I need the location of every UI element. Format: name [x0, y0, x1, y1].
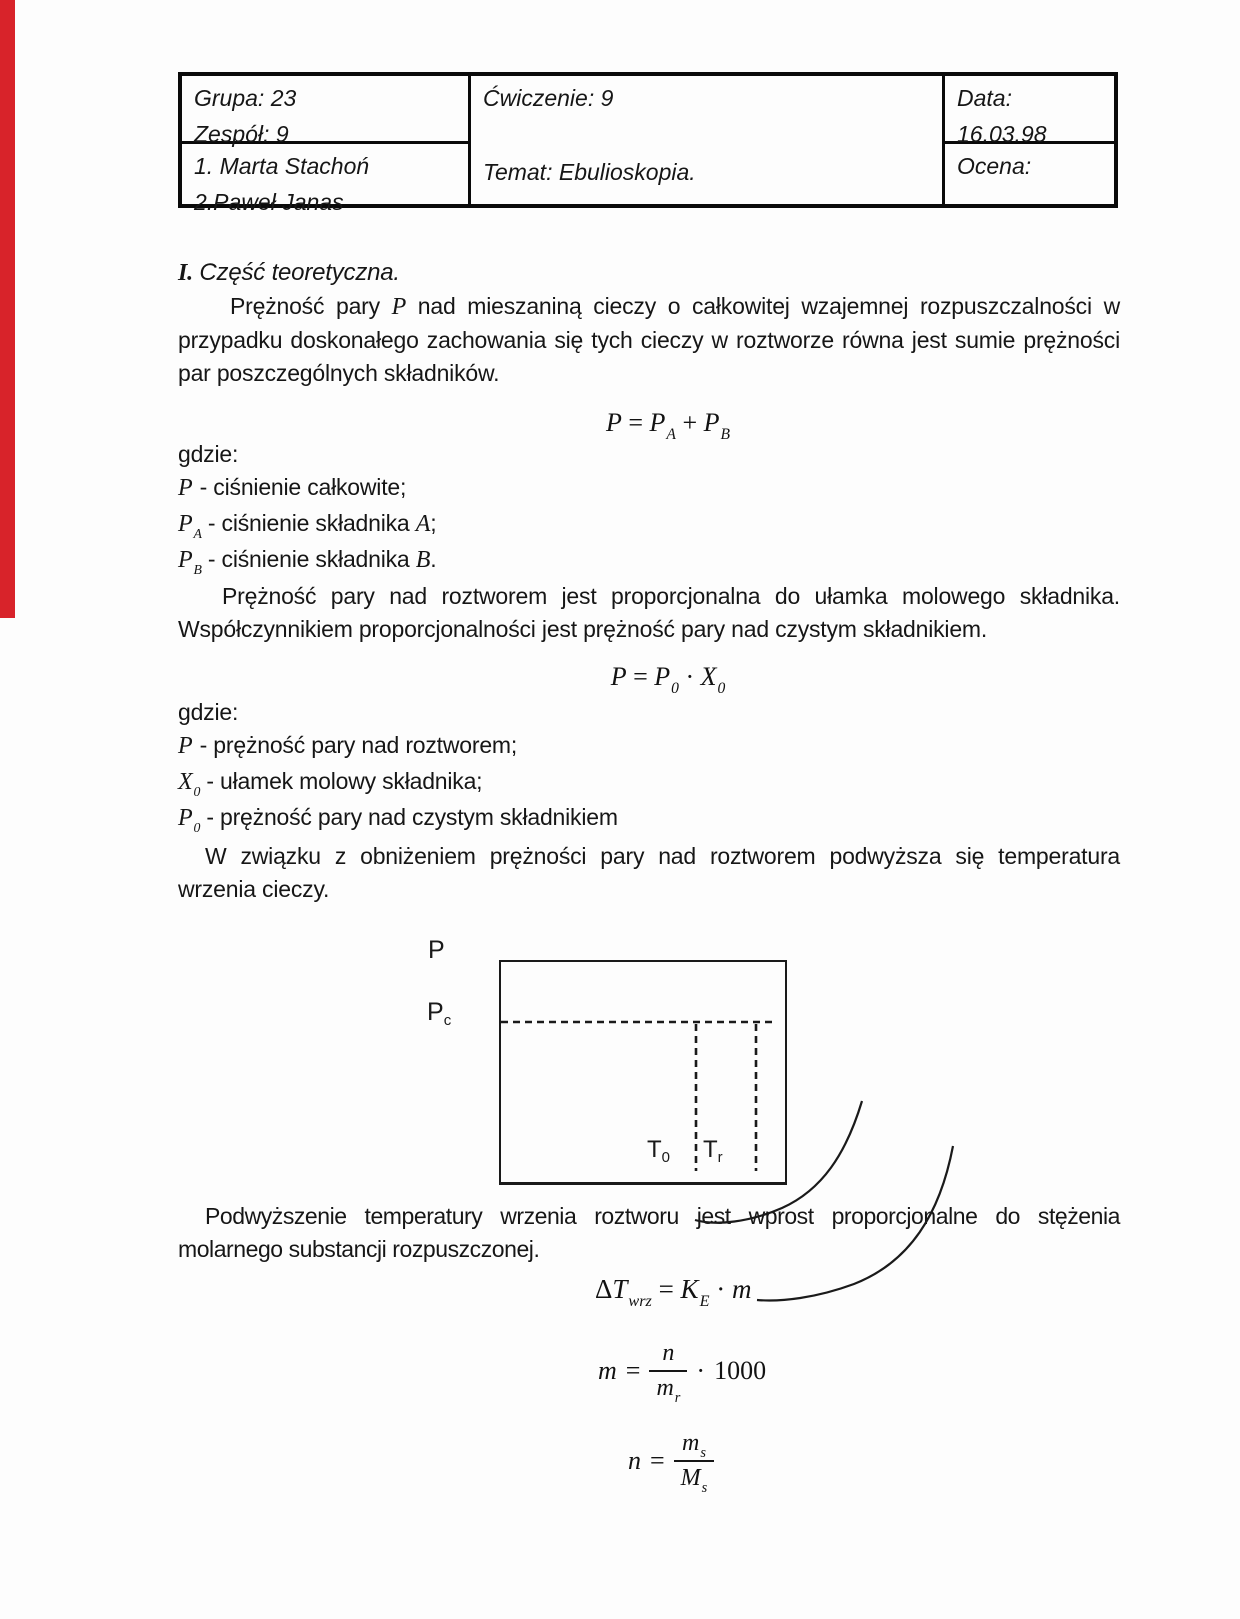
desc: - ciśnienie składnika [201, 546, 416, 572]
cell-members [182, 144, 468, 220]
t0-sub: 0 [661, 1149, 671, 1166]
f1-P: P [605, 408, 622, 437]
f3-m: m [731, 1274, 752, 1304]
f2-P0: P [654, 662, 671, 691]
legend2-item-X0 [178, 765, 1120, 801]
diagram-plot-box [499, 960, 787, 1185]
f3-equals: = [658, 1274, 674, 1304]
section-number: I. [178, 260, 193, 286]
formula-moles [628, 1430, 714, 1497]
diagram-t0-label [647, 1136, 670, 1164]
cell-group-team [182, 76, 468, 147]
f2-equals: = [633, 662, 648, 691]
paragraph-elevation: Podwyższenie temperatury wrzenia roztworu jest wprost proporcjonalne do stężenia molarnego substancji rozpuszczonej. [178, 1203, 1120, 1262]
f1-PB: P [703, 408, 720, 437]
legend1-item-P [178, 471, 1120, 507]
cell-exercise-topic [471, 76, 942, 190]
cell-grade [945, 144, 1114, 204]
sym: X [178, 769, 193, 795]
f5-equals: = [650, 1446, 665, 1475]
f5-numerator [674, 1430, 715, 1460]
legend2-item-P0 [178, 801, 1120, 837]
f4-factor: 1000 [714, 1356, 767, 1385]
paragraph-raoult: Prężność pary nad roztworem jest proporcjonalna do ułamka molowego składnika. Współczynnikiem proporcjonalności jest prężność pary nad czystym składnikiem. [178, 583, 1120, 642]
section-heading [178, 256, 1120, 290]
formula-delta-t [595, 1274, 752, 1311]
f5-num-base: m [682, 1430, 700, 1456]
f1-equals: = [628, 408, 644, 437]
desc: - ciśnienie składnika [201, 510, 416, 536]
f5-den-base: M [680, 1465, 701, 1491]
t0-base: T [647, 1136, 662, 1163]
desc-sym: B [415, 547, 431, 573]
exercise-label: Ćwiczenie: 9 [483, 85, 614, 111]
f3-K: K [680, 1274, 699, 1304]
para1-post: nad mieszaniną cieczy o całkowitej wzajemnej rozpuszczalności w przypadku doskonałego zachowania się tych cieczy w roztworze równa jest sumie prężności par poszczególnych składników. [178, 293, 1120, 386]
legend1-item-PB [178, 543, 1120, 579]
paragraph-boiling-point: W związku z obniżeniem prężności pary nad roztworem podwyższa się temperatura wrzenia cieczy. [178, 843, 1120, 902]
f5-num-sub: s [700, 1445, 706, 1462]
f4-denominator [649, 1370, 687, 1407]
f3-T: T [612, 1274, 628, 1304]
desc-end: ; [430, 510, 437, 536]
sym-sub: B [193, 561, 202, 577]
pc-sub: c [443, 1012, 452, 1029]
desc: - prężność pary nad roztworem; [193, 732, 518, 758]
f1-plus: + [682, 408, 698, 437]
f2-P: P [610, 662, 627, 691]
sym-sub: A [193, 525, 202, 541]
para1-pre: Prężność pary [230, 293, 392, 319]
f2-P0-sub: 0 [671, 679, 679, 697]
member-2: 2.Paweł Janas [194, 189, 344, 215]
sym: P [178, 805, 193, 831]
f2-dot: · [685, 662, 695, 691]
f2-X0-sub: 0 [717, 679, 726, 697]
f5-fraction [674, 1430, 715, 1497]
diagram-tr-label [703, 1136, 723, 1164]
sym-sub: 0 [193, 819, 201, 835]
desc: - ciśnienie całkowite; [193, 474, 407, 500]
f5-n: n [628, 1446, 641, 1475]
sym: P [178, 511, 193, 537]
f3-T-sub: wrz [628, 1292, 652, 1311]
sym: P [178, 547, 193, 573]
legend1-item-PA [178, 507, 1120, 543]
desc-sym: A [415, 511, 431, 537]
header-col-exercise [468, 76, 942, 204]
sym: P [178, 733, 193, 759]
member-1: 1. Marta Stachoń [194, 153, 370, 179]
f5-denominator [674, 1460, 715, 1497]
f4-numerator: n [662, 1340, 675, 1366]
legend1-label: gdzie: [178, 441, 239, 467]
legend2-item-P [178, 729, 1120, 765]
paragraph-vapour-pressure [178, 290, 1120, 390]
group-label: Grupa: 23 [194, 85, 297, 111]
sym: P [178, 475, 193, 501]
team-label: Zespół: 9 [194, 121, 289, 147]
desc: - ułamek molowy składnika; [200, 768, 483, 794]
f3-delta: Δ [595, 1274, 613, 1304]
desc-end: . [430, 546, 437, 572]
tr-base: T [703, 1136, 718, 1163]
para1-symbol-P: P [391, 294, 407, 320]
f1-PA: P [649, 408, 666, 437]
header-col-group [182, 76, 468, 215]
diagram-pc-label [427, 998, 451, 1027]
legend-block-2 [178, 696, 1120, 837]
grade-label: Ocena: [957, 153, 1032, 179]
legend-block-1 [178, 438, 1120, 579]
f3-dot: · [716, 1274, 726, 1304]
sym-sub: 0 [193, 783, 201, 799]
f4-m: m [598, 1356, 617, 1385]
f4-den-base: m [656, 1375, 674, 1401]
f3-K-sub: E [699, 1292, 710, 1311]
legend2-label: gdzie: [178, 699, 239, 725]
red-edge-bar [0, 0, 15, 618]
f4-dot: · [696, 1356, 706, 1385]
f4-equals: = [625, 1356, 641, 1385]
section-title: Część teoretyczna. [192, 259, 400, 286]
f1-PA-sub: A [666, 425, 676, 443]
formula-raoult [178, 662, 1120, 697]
cell-date [945, 76, 1114, 147]
desc: - prężność pary nad czystym składnikiem [200, 804, 618, 830]
pc-base: P [427, 998, 444, 1026]
formula-total-pressure [178, 408, 1120, 443]
f4-fraction [649, 1340, 687, 1407]
f2-X0: X [700, 662, 717, 691]
header-col-date [942, 76, 1114, 204]
date-label: Data: 16.03.98 [957, 85, 1047, 147]
f5-den-sub: s [701, 1480, 708, 1497]
f4-den-sub: r [674, 1390, 681, 1407]
diagram-y-axis-label: P [428, 936, 445, 964]
f1-PB-sub: B [720, 425, 731, 443]
header-table [178, 72, 1118, 215]
tr-sub: r [717, 1149, 723, 1166]
topic-label: Temat: Ebulioskopia. [483, 159, 696, 185]
formula-molality [598, 1340, 767, 1407]
